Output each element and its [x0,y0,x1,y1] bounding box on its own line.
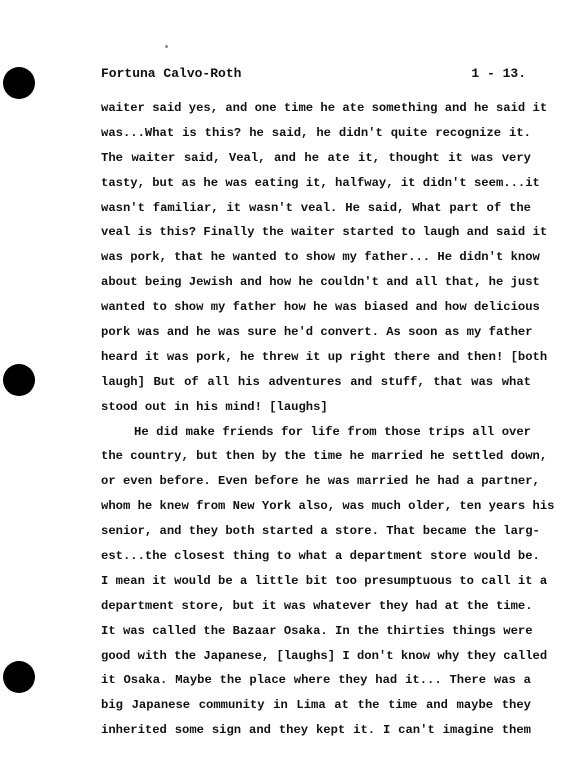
text-line: The waiter said, Veal, and he ate it, thought it was very [101,150,531,165]
text-line: senior, and they both started a store. That became the larg- [101,524,540,539]
text-line: big Japanese community in Lima at the time and maybe they [101,698,531,713]
page-header [101,66,526,82]
text-line: inherited some sign and they kept it. I can't imagine them [101,723,531,738]
binder-hole-bottom [3,661,35,693]
text-line: or even before. Even before he was married he had a partner, [101,474,540,489]
interviewee-name: Fortuna Calvo-Roth [101,66,242,81]
transcript-body [101,96,555,743]
text-line: pork was and he was sure he'd convert. As soon as my father [101,325,533,340]
text-line: heard it was pork, he threw it up right there and then! [both [101,349,548,364]
text-line: about being Jewish and how he couldn't and all that, he just [101,275,540,290]
text-line: laugh] But of all his adventures and stuff, that was what [101,374,531,389]
binder-hole-top [3,67,35,99]
text-line: wanted to show my father how he was biased and how delicious [101,300,540,315]
text-line: wasn't familiar, it wasn't veal. He said, What part of the [101,200,531,215]
text-line: est...the closest thing to what a department store would be. [101,549,540,564]
text-line: whom he knew from New York also, was much older, ten years his [101,499,555,514]
text-line: was...What is this? he said, he didn't quite recognize it. [101,125,531,140]
text-line: I mean it would be a little bit too presumptuous to call it a [101,573,548,588]
text-line: He did make friends for life from those trips all over [134,424,531,439]
binder-hole-middle [3,364,35,396]
text-line: it Osaka. Maybe the place where they had it... There was a [101,673,531,688]
text-line: veal is this? Finally the waiter started to laugh and said it [101,225,548,240]
text-line: the country, but then by the time he married he settled down, [101,449,548,464]
text-line: waiter said yes, and one time he ate something and he said it [101,101,548,115]
text-line: It was called the Bazaar Osaka. In the thirties things were [101,623,533,638]
text-line: department store, but it was whatever they had at the time. [101,598,533,613]
text-line: good with the Japanese, [laughs] I don't know why they called [101,648,548,663]
text-line: stood out in his mind! [laughs] [101,399,328,414]
text-line: was pork, that he wanted to show my father... He didn't know [101,250,540,265]
paper-speck [165,45,168,48]
page-number: 1 - 13. [471,66,526,81]
text-line: tasty, but as he was eating it, halfway, it didn't seem...it [101,175,540,190]
